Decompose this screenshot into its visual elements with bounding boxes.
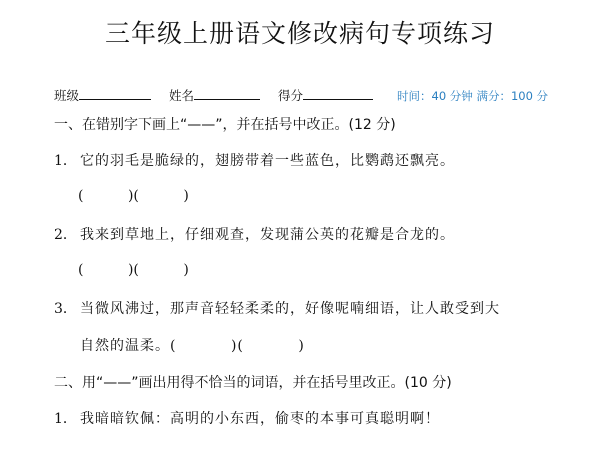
name-blank — [194, 87, 260, 100]
question-number: 1． — [54, 153, 77, 169]
question-text: 我来到草地上，仔细观查，发现蒲公英的花瓣是合龙的。 — [80, 227, 455, 243]
s1-answer-2: ( )( ) — [78, 262, 189, 278]
question-number: 2． — [54, 227, 77, 243]
name-label: 姓名 — [169, 88, 195, 103]
s1-question-3 — [54, 298, 500, 318]
s2-question-1 — [54, 408, 440, 428]
s1-question-1 — [54, 150, 455, 170]
class-blank — [79, 87, 151, 100]
section1-heading: 一、在错别字下画上“——”，并在括号中改正。(12 分) — [54, 117, 396, 133]
section2-heading: 二、用“——”画出用得不恰当的词语，并在括号里改正。(10 分) — [54, 375, 452, 391]
score-label: 得分 — [278, 88, 304, 103]
class-label: 班级 — [54, 88, 80, 103]
page-title: 三年级上册语文修改病句专项练习 — [104, 19, 495, 48]
question-text: 它的羽毛是脆绿的，翅膀带着一些蓝色，比鹦鹉还飘亮。 — [80, 153, 455, 169]
time-score-info: 时间：40 分钟 满分：100 分 — [397, 89, 549, 103]
s1-answer-1: ( )( ) — [78, 188, 189, 204]
info-line — [54, 86, 574, 104]
question-number: 1． — [54, 411, 77, 427]
question-text: 当微风沸过，那声音轻轻柔柔的，好像呢喃细语，让人敢受到大 — [80, 301, 500, 317]
s1-question-3-continuation: 自然的温柔。( )( ) — [80, 338, 305, 354]
question-text: 我暗暗钦佩：高明的小东西，偷枣的本事可真聪明啊！ — [80, 411, 440, 427]
score-blank — [303, 87, 373, 100]
question-number: 3． — [54, 301, 77, 317]
s1-question-2 — [54, 224, 455, 244]
